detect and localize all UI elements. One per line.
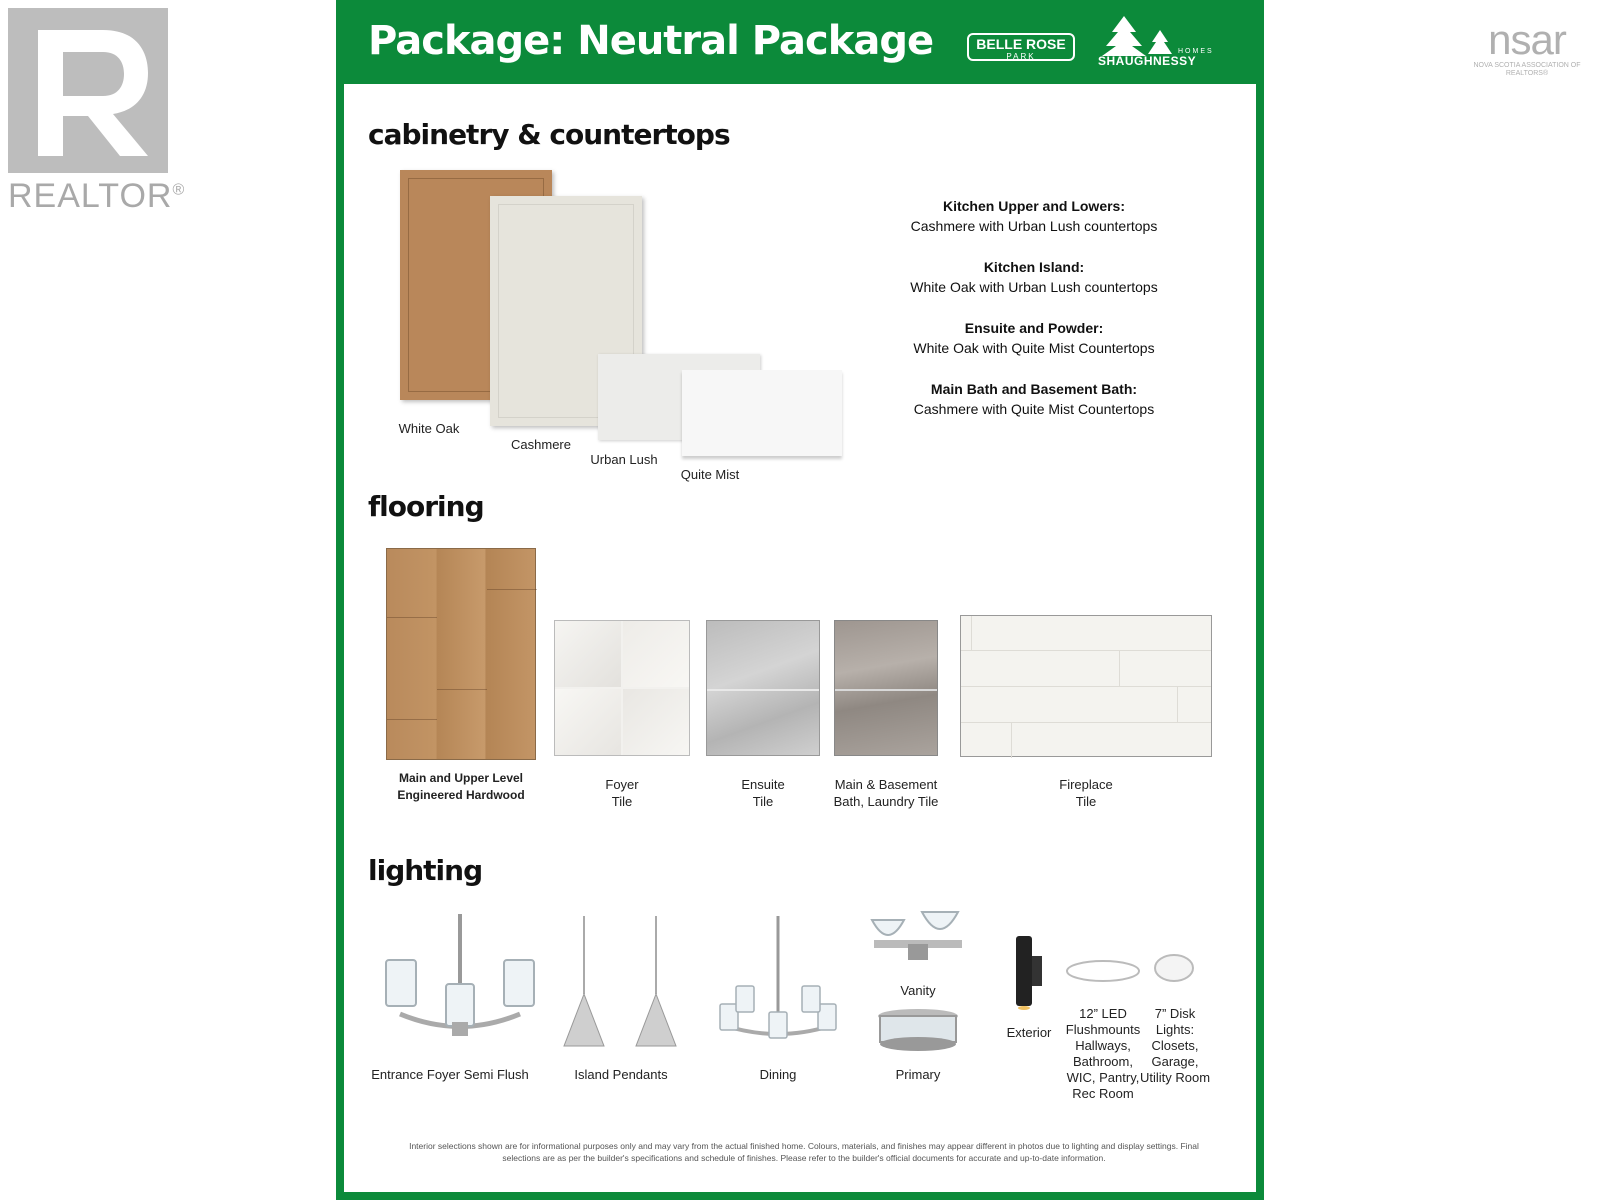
disk-light-icon	[1152, 952, 1196, 986]
disclaimer-text: Interior selections shown are for informational purposes only and may vary from the actual finished home. Colours, materials, and finishes may appear different in photos due to lighting and display settings. Final selections are as per the builder's specifications and schedule of finishes. Please refer to the builder's official documents for accurate and up-to-date information.	[409, 1141, 1199, 1163]
flooring-label-main-bath: Main & Basement Bath, Laundry Tile	[833, 777, 939, 809]
lighting-section-title: lighting	[368, 854, 483, 887]
lighting-label-exterior: Exterior	[1006, 1025, 1052, 1040]
lighting-label-disk-lights: 7” Disk Lights: Closets, Garage, Utility Room	[1139, 1006, 1211, 1085]
realtor-r-icon	[8, 8, 168, 173]
spec-ensuite-powder: Ensuite and Powder: White Oak with Quite Mist Countertops	[913, 320, 1155, 356]
exterior-sconce-icon	[1008, 936, 1048, 1016]
package-board	[336, 0, 1264, 1200]
quite-mist-label: Quite Mist	[680, 467, 740, 482]
belle-rose-logo: BELLE ROSE PARK	[967, 33, 1075, 61]
quite-mist-swatch	[682, 370, 842, 456]
dining-chandelier-icon	[718, 914, 838, 1054]
spec-main-basement-bath: Main Bath and Basement Bath: Cashmere with Quite Mist Countertops	[913, 381, 1155, 417]
flooring-label-fireplace: Fireplace Tile	[1059, 777, 1113, 809]
spec-kitchen-island: Kitchen Island: White Oak with Urban Lush countertops	[910, 259, 1158, 295]
led-flushmount-icon	[1064, 958, 1142, 984]
semi-flush-fixture-icon	[380, 914, 540, 1054]
board-header	[336, 0, 1264, 84]
page-title: Package: Neutral Package	[368, 18, 934, 64]
nsar-wordmark: nsar	[1488, 16, 1566, 63]
shaughnessy-logo: HOMES SHAUGHNESSY	[1094, 14, 1224, 72]
flooring-label-foyer: Foyer Tile	[605, 777, 639, 809]
ensuite-tile-swatch	[706, 620, 820, 756]
flooring-section-title: flooring	[368, 490, 484, 523]
lighting-label-semi-flush: Entrance Foyer Semi Flush	[371, 1067, 529, 1082]
foyer-tile-swatch	[554, 620, 690, 756]
flooring-label-hardwood: Main and Upper Level Engineered Hardwood	[397, 771, 525, 802]
primary-flushmount-icon	[870, 1008, 966, 1056]
flooring-label-ensuite: Ensuite Tile	[741, 777, 785, 809]
cashmere-label: Cashmere	[511, 437, 571, 452]
fireplace-tile-swatch	[960, 615, 1212, 757]
realtor-logo	[8, 8, 188, 216]
lighting-label-dining: Dining	[759, 1067, 797, 1082]
spec-kitchen-upper-lower: Kitchen Upper and Lowers: Cashmere with Urban Lush countertops	[910, 198, 1158, 234]
urban-lush-label: Urban Lush	[590, 452, 658, 467]
realtor-wordmark: REALTOR®	[8, 177, 186, 215]
nsar-logo	[1462, 18, 1592, 78]
hardwood-swatch	[386, 548, 536, 760]
main-bath-tile-swatch	[834, 620, 938, 756]
nsar-subtitle: NOVA SCOTIA ASSOCIATION OF REALTORS®	[1473, 62, 1581, 77]
white-oak-label: White Oak	[398, 421, 460, 436]
island-pendants-icon	[552, 914, 692, 1054]
content-panel	[344, 84, 1256, 1192]
lighting-label-led-flushmount: 12” LED Flushmounts Hallways, Bathroom, WIC, Pantry, Rec Room	[1065, 1006, 1141, 1101]
cabinetry-section-title: cabinetry & countertops	[368, 118, 730, 151]
vanity-fixture-icon	[868, 906, 968, 966]
lighting-label-island-pendants: Island Pendants	[574, 1067, 668, 1082]
lighting-label-primary: Primary	[895, 1067, 941, 1082]
lighting-label-vanity: Vanity	[900, 983, 936, 998]
